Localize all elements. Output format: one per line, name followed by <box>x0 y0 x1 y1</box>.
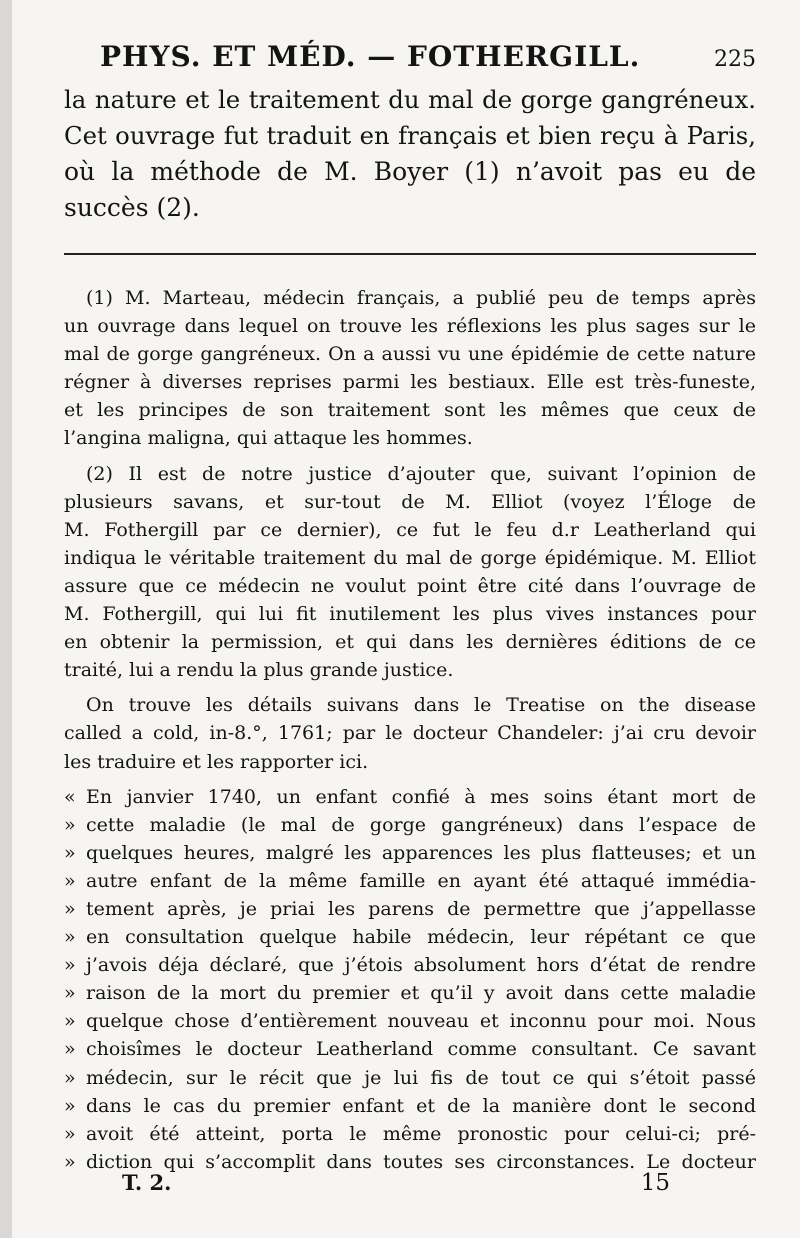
notes-section <box>64 284 756 1176</box>
quote-mark: » <box>64 897 76 920</box>
quote-line <box>64 1007 756 1035</box>
quote-line <box>64 1092 756 1120</box>
quote-mark: » <box>64 1150 76 1173</box>
note-line: en obtenir la permission, et qui dans les dernières éditions de ce <box>64 631 756 654</box>
quote-line <box>64 839 756 867</box>
quote-line <box>64 783 756 811</box>
main-text <box>64 82 756 226</box>
note-line: M. Fothergill par ce dernier), ce fut le feu d.r Leatherland qui <box>64 518 756 541</box>
quote-text: autre enfant de la même famille en ayant été attaqué immédia- <box>86 869 756 892</box>
quote-text: j’avois déja déclaré, que j’étois absolument hors d’état de rendre <box>86 954 756 977</box>
quote-mark: » <box>64 982 76 1005</box>
quote-text: dans le cas du premier enfant et de la manière dont le second <box>86 1094 756 1117</box>
quote-line <box>64 867 756 895</box>
volume-mark: T. 2. <box>122 1170 172 1195</box>
quote-mark: » <box>64 841 76 864</box>
main-text-line: la nature et le traitement du mal de gorge gangréneux. <box>64 85 756 114</box>
quote-line <box>64 1064 756 1092</box>
quote-line <box>64 1120 756 1148</box>
quote-mark: » <box>64 1066 76 1089</box>
quotation <box>64 783 756 1176</box>
note-line: plusieurs savans, et sur-tout de M. Elliot (voyez l’Éloge de <box>64 490 756 513</box>
quote-mark: » <box>64 1010 76 1033</box>
quote-line <box>64 923 756 951</box>
paragraph-3 <box>64 691 756 775</box>
quote-text: raison de la mort du premier et qu’il y avoit dans cette maladie <box>86 982 756 1005</box>
quote-text: diction qui s’accomplit dans toutes ses circonstances. Le docteur <box>86 1150 756 1173</box>
signature-mark: 15 <box>640 1170 670 1196</box>
quote-line <box>64 1035 756 1063</box>
note-line: un ouvrage dans lequel on trouve les réflexions les plus sages sur le <box>64 315 756 338</box>
footnote-1 <box>64 284 756 453</box>
quote-text: quelques heures, malgré les apparences les plus flatteuses; et un <box>86 841 756 864</box>
quote-mark: » <box>64 813 76 836</box>
quote-mark: » <box>64 1038 76 1061</box>
running-header <box>100 40 756 73</box>
quote-text: cette maladie (le mal de gorge gangréneux) dans l’espace de <box>86 813 756 836</box>
paragraph-line: les traduire et les rapporter ici. <box>64 750 369 773</box>
quote-line <box>64 811 756 839</box>
note-line: M. Fothergill, qui lui fit inutilement les plus vives instances pour <box>64 603 756 626</box>
main-text-line: où la méthode de M. Boyer (1) n’avoit pas eu de <box>64 157 756 186</box>
note-line: (2) Il est de notre justice d’ajouter que, suivant l’opinion de <box>86 462 756 485</box>
quote-mark: « <box>64 785 76 808</box>
quote-text: médecin, sur le récit que je lui fis de tout ce qui s’étoit passé <box>86 1066 756 1089</box>
quote-text: en consultation quelque habile médecin, leur répétant ce que <box>86 926 756 949</box>
quote-text: En janvier 1740, un enfant confié à mes soins étant mort de <box>86 785 756 808</box>
paragraph-line: On trouve les détails suivans dans le Treatise on the disease <box>86 694 756 717</box>
quote-mark: » <box>64 869 76 892</box>
page-footer <box>122 1170 670 1196</box>
note-line: indiqua le véritable traitement du mal de gorge épidémique. M. Elliot <box>64 546 756 569</box>
note-line: régner à diverses reprises parmi les bestiaux. Elle est très-funeste, <box>64 371 756 394</box>
quote-line <box>64 895 756 923</box>
page-number: 225 <box>714 47 756 72</box>
quote-line <box>64 979 756 1007</box>
quote-mark: » <box>64 1122 76 1145</box>
quote-line <box>64 951 756 979</box>
quote-text: quelque chose d’entièrement nouveau et inconnu pour moi. Nous <box>86 1010 756 1033</box>
quote-mark: » <box>64 1094 76 1117</box>
note-line: traité, lui a rendu la plus grande justice. <box>64 659 454 682</box>
running-title: PHYS. ET MÉD. — FOTHERGILL. <box>100 40 641 73</box>
quote-text: avoit été atteint, porta le même pronostic pour celui-ci; pré- <box>86 1122 756 1145</box>
main-text-line: succès (2). <box>64 193 200 222</box>
main-text-line: Cet ouvrage fut traduit en français et bien reçu à Paris, <box>64 121 756 150</box>
quote-text: choisîmes le docteur Leatherland comme consultant. Ce savant <box>86 1038 756 1061</box>
quote-text: tement après, je priai les parens de permettre que j’appellasse <box>86 897 756 920</box>
note-line: assure que ce médecin ne voulut point être cité dans l’ouvrage de <box>64 574 756 597</box>
footnote-divider <box>64 253 756 255</box>
paragraph-line: called a cold, in-8.°, 1761; par le docteur Chandeler: j’ai cru devoir <box>64 722 756 745</box>
note-line: (1) M. Marteau, médecin français, a publié peu de temps après <box>86 287 756 309</box>
note-line: mal de gorge gangréneux. On a aussi vu une épidémie de cette nature <box>64 343 756 366</box>
quote-mark: » <box>64 926 76 949</box>
footnote-2 <box>64 460 756 685</box>
quote-mark: » <box>64 954 76 977</box>
note-line: l’angina maligna, qui attaque les hommes. <box>64 427 473 450</box>
note-line: et les principes de son traitement sont les mêmes que ceux de <box>64 399 756 422</box>
